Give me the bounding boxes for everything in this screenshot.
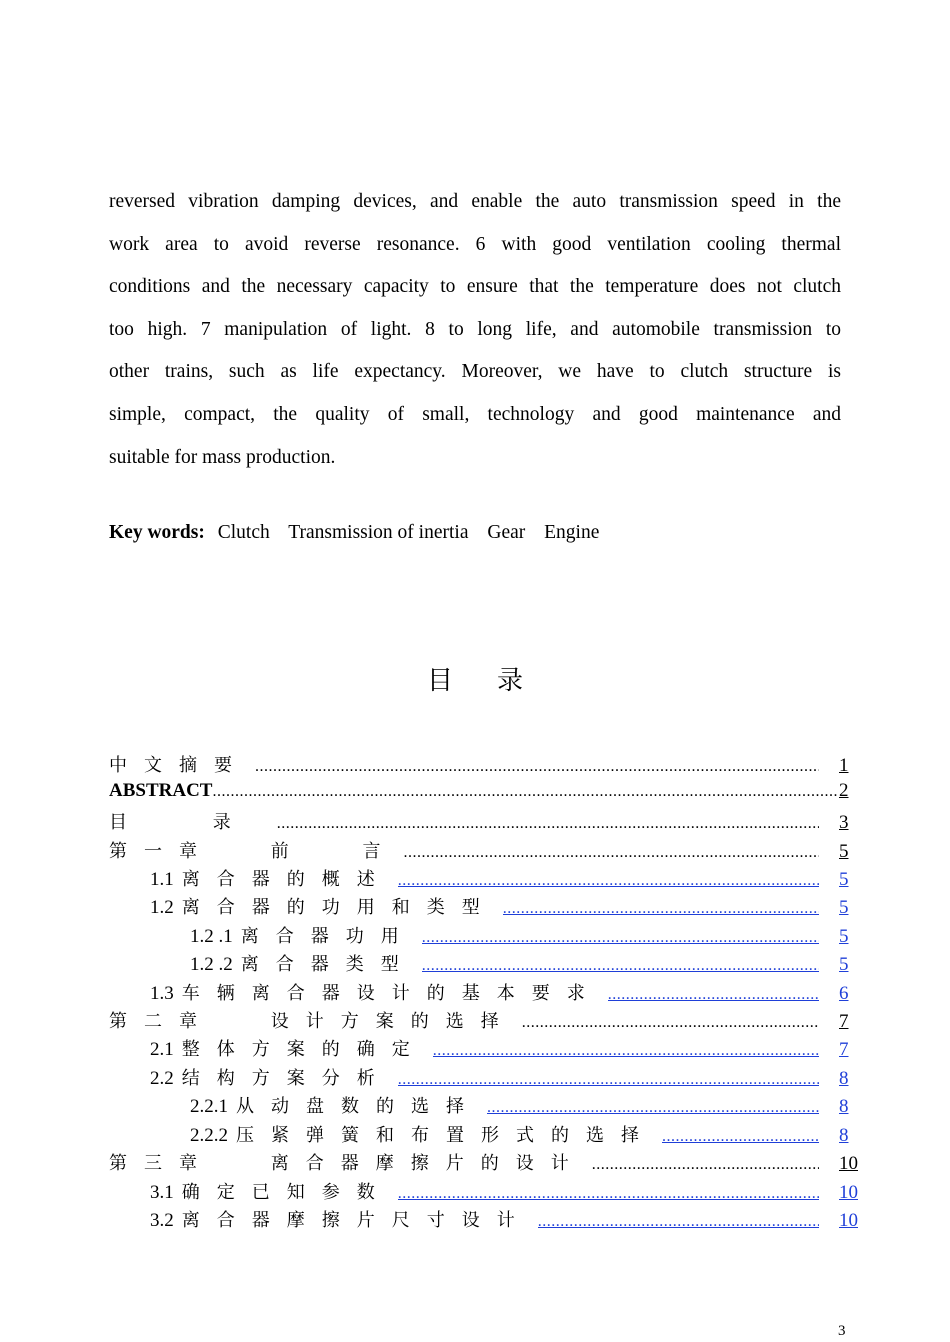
toc-entry-page[interactable]: 3 (839, 812, 849, 833)
toc-leader (487, 1099, 819, 1117)
toc-leader (538, 1213, 819, 1231)
toc-entry[interactable] (190, 922, 861, 950)
toc-entry-page[interactable]: 10 (839, 1153, 858, 1174)
toc-entry-page[interactable]: 7 (839, 1011, 849, 1032)
toc-entry-page[interactable]: 5 (839, 869, 849, 890)
abstract-paragraph (109, 181, 841, 479)
toc-entry-page[interactable]: 2 (839, 780, 849, 801)
toc-entry[interactable] (109, 1149, 861, 1177)
toc-leader (503, 900, 819, 918)
toc-entry-label: 离合器类型 (240, 954, 416, 975)
page-number: 3 (838, 1323, 846, 1339)
keywords (109, 522, 613, 544)
toc-entry-page[interactable]: 10 (839, 1210, 858, 1231)
toc-entry-label: 整体方案的确定 (181, 1039, 427, 1060)
toc-entry-number: 2.2.2 (190, 1125, 228, 1146)
toc-entry-page[interactable]: 10 (839, 1182, 858, 1203)
toc-entry-number: 1.1 (150, 869, 174, 890)
toc-entry-number: 3.1 (150, 1182, 174, 1203)
toc-entry-label: 离合器功用 (240, 926, 416, 947)
keyword: Transmission of inertia (288, 522, 469, 543)
toc-leader (592, 1156, 819, 1174)
toc-entry-page[interactable]: 5 (839, 897, 849, 918)
toc-entry-number: 1.2 .2 (190, 954, 233, 975)
toc-leader (212, 783, 837, 801)
abstract-line: simple, compact, the quality of small, technology and good maintenance and (109, 403, 841, 425)
toc-entry[interactable] (150, 893, 861, 921)
abstract-line: reversed vibration damping devices, and enable the auto transmission speed in the (109, 191, 841, 212)
toc-leader (662, 1128, 819, 1146)
toc-leader (398, 1185, 819, 1203)
toc-entry-label: 压紧弹簧和布置形式的选择 (236, 1125, 656, 1146)
toc-entry-label: 确定已知参数 (181, 1182, 392, 1203)
toc-entry[interactable] (150, 1178, 861, 1206)
toc-entry-label: 第一章 前 言 (109, 841, 398, 862)
toc-title: 目录 (426, 666, 567, 696)
toc-entry-label: 中文摘要 (109, 755, 249, 776)
toc-entry-number: 1.3 (150, 983, 174, 1004)
toc-entry-label: 离合器的概述 (181, 869, 392, 890)
toc-entry-number: 2.2.1 (190, 1096, 228, 1117)
toc-entry[interactable] (109, 780, 861, 808)
toc-leader (398, 1071, 819, 1089)
toc-entry-page[interactable]: 5 (839, 926, 849, 947)
toc-entry[interactable] (109, 837, 861, 865)
toc-entry-label: 第二章 设计方案的选择 (109, 1011, 516, 1032)
toc-entry-page[interactable]: 7 (839, 1039, 849, 1060)
toc-entry[interactable] (109, 751, 861, 779)
keywords-label: Key words: (109, 522, 205, 543)
abstract-line: conditions and the necessary capacity to ensure that the temperature does not clutch (109, 276, 841, 298)
toc-entry-page[interactable]: 5 (839, 954, 849, 975)
toc-entry-label: 离合器摩擦片尺寸设计 (181, 1210, 532, 1231)
keyword: Gear (487, 522, 526, 543)
abstract-line: other trains, such as life expectancy. Moreover, we have to clutch structure is (109, 361, 841, 383)
toc-entry-number: 2.1 (150, 1039, 174, 1060)
toc-leader (522, 1014, 819, 1032)
toc-entry[interactable] (190, 1092, 861, 1120)
toc-entry-label: 第三章 离合器摩擦片的设计 (109, 1153, 586, 1174)
toc-leader (403, 844, 819, 862)
toc-entry-page[interactable]: 1 (839, 755, 849, 776)
toc-leader (433, 1042, 819, 1060)
toc-entry-number: 1.2 (150, 897, 174, 918)
toc-leader (277, 815, 819, 833)
toc-entry[interactable] (150, 979, 861, 1007)
abstract-line: work area to avoid reverse resonance. 6 with good ventilation cooling thermal (109, 233, 841, 255)
toc-entry-page[interactable]: 8 (839, 1125, 849, 1146)
toc-entry[interactable] (109, 808, 861, 836)
toc-entry-number: 2.2 (150, 1068, 174, 1089)
keyword: Engine (544, 522, 600, 543)
toc-entry-label: 结构方案分析 (181, 1068, 392, 1089)
abstract-line: too high. 7 manipulation of light. 8 to long life, and automobile transmission to (109, 318, 841, 340)
toc-entry-page[interactable]: 5 (839, 841, 849, 862)
toc-entry-page[interactable]: 8 (839, 1096, 849, 1117)
toc-entry[interactable] (150, 1064, 861, 1092)
toc-entry[interactable] (150, 865, 861, 893)
keyword: Clutch (217, 522, 270, 543)
toc-entry-number: 3.2 (150, 1210, 174, 1231)
toc-entry-page[interactable]: 6 (839, 983, 849, 1004)
toc-entry[interactable] (150, 1035, 861, 1063)
toc-entry-label: 离合器的功用和类型 (181, 897, 497, 918)
toc-entry-number: 1.2 .1 (190, 926, 233, 947)
toc-leader (608, 986, 819, 1004)
toc-entry-label: 车辆离合器设计的基本要求 (181, 983, 602, 1004)
toc-entry-label: 从动盘数的选择 (236, 1096, 481, 1117)
toc-entry[interactable] (190, 1121, 861, 1149)
toc-leader (398, 872, 819, 890)
toc-entry-label: 目 录 (109, 812, 271, 833)
toc-entry-label: ABSTRACT (109, 780, 213, 801)
toc-entry[interactable] (109, 1007, 861, 1035)
toc-leader (422, 929, 819, 947)
toc-entry[interactable] (150, 1206, 861, 1234)
toc-leader (422, 957, 819, 975)
toc-leader (255, 758, 819, 776)
abstract-line: suitable for mass production. (109, 446, 336, 468)
toc-entry[interactable] (190, 950, 861, 978)
toc-entry-page[interactable]: 8 (839, 1068, 849, 1089)
